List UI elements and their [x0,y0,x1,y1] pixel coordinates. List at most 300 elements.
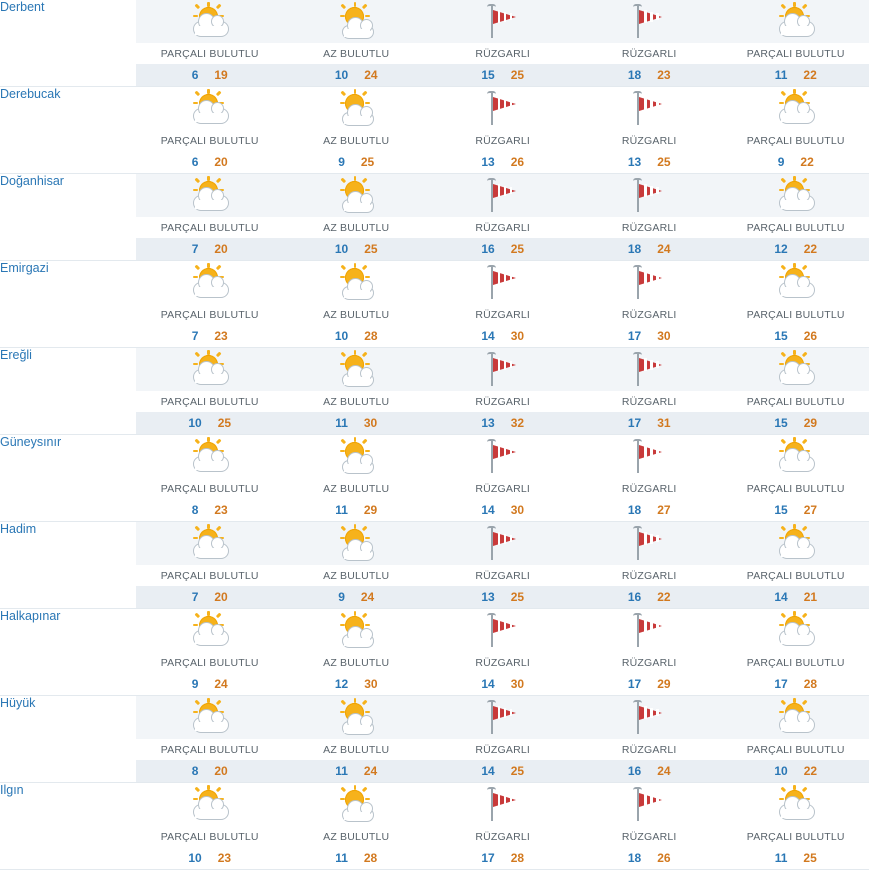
min-temperature: 13 [481,416,495,430]
windsock-icon [626,3,672,41]
min-temperature: 10 [334,242,349,256]
forecast-day-cell [722,0,869,87]
forecast-day-cell [283,174,430,261]
windsock-icon [480,786,526,824]
sun-small-cloud-icon [333,3,379,41]
temperature-row [576,847,723,869]
temperature-row [722,238,869,260]
temperature-row [136,499,283,521]
min-temperature: 17 [627,416,642,430]
windsock-icon [626,264,672,302]
min-temperature: 17 [627,329,642,343]
min-temperature: 13 [481,590,495,604]
location-label: Hadim [0,522,37,536]
forecast-day-cell [576,261,723,348]
condition-label: PARÇALI BULUTLU [746,395,845,408]
min-temperature: 7 [191,242,199,256]
min-temperature: 8 [191,764,199,778]
weather-icon-container [576,0,723,43]
forecast-day-cell [722,174,869,261]
temperature-row [136,238,283,260]
min-temperature: 14 [481,503,495,517]
weather-icon-container [283,609,430,652]
min-temperature: 16 [627,590,642,604]
temperature-row [283,325,430,347]
condition-label: RÜZGARLI [475,830,531,843]
temperature-row [283,586,430,608]
temperature-row [722,586,869,608]
temperature-row [576,238,723,260]
weather-icon-container [429,261,576,304]
condition-label: PARÇALI BULUTLU [746,134,845,147]
condition-label: RÜZGARLI [621,134,677,147]
location-cell[interactable] [0,609,136,696]
weather-icon-container [136,348,283,391]
min-temperature: 11 [335,851,348,865]
temperature-row [429,760,576,782]
weather-icon-container [576,435,723,478]
min-temperature: 11 [335,764,348,778]
weather-icon-container [576,609,723,652]
weather-icon-container [283,783,430,826]
table-row [0,87,869,174]
forecast-day-cell [283,696,430,783]
condition-label: PARÇALI BULUTLU [160,482,259,495]
condition-label: AZ BULUTLU [323,830,390,843]
max-temperature: 30 [510,503,525,517]
condition-label: PARÇALI BULUTLU [160,134,259,147]
condition-label: AZ BULUTLU [323,656,390,669]
location-cell[interactable] [0,87,136,174]
temperature-row [429,64,576,86]
weather-icon-container [283,522,430,565]
min-temperature: 11 [774,68,788,82]
weather-icon-container [722,696,869,739]
weather-icon-container [429,87,576,130]
sun-behind-cloud-icon [773,786,819,824]
temperature-row [576,760,723,782]
windsock-icon [480,177,526,215]
temperature-row [722,673,869,695]
sun-small-cloud-icon [333,264,379,302]
max-temperature: 20 [214,155,228,169]
max-temperature: 25 [510,242,525,256]
min-temperature: 16 [627,764,642,778]
min-temperature: 18 [627,242,642,256]
forecast-day-cell [283,522,430,609]
temperature-row [576,412,723,434]
weather-icon-container [136,522,283,565]
max-temperature: 32 [510,416,525,430]
max-temperature: 30 [363,416,378,430]
forecast-day-cell [722,783,869,870]
forecast-day-cell [429,0,576,87]
max-temperature: 25 [657,155,671,169]
condition-label: RÜZGARLI [475,569,531,582]
sun-behind-cloud-icon [187,612,233,650]
sun-behind-cloud-icon [773,438,819,476]
min-temperature: 15 [774,416,788,430]
table-row [0,609,869,696]
condition-label: RÜZGARLI [621,395,677,408]
max-temperature: 25 [510,764,525,778]
location-label: Doğanhisar [0,174,64,188]
location-label: Derbent [0,0,45,14]
max-temperature: 27 [657,503,671,517]
forecast-day-cell [722,696,869,783]
temperature-row [429,238,576,260]
condition-label: AZ BULUTLU [323,308,390,321]
location-cell[interactable] [0,261,136,348]
min-temperature: 11 [335,503,348,517]
temperature-row [576,151,723,173]
temperature-row [576,499,723,521]
weather-icon-container [136,0,283,43]
min-temperature: 14 [481,764,495,778]
max-temperature: 27 [803,503,818,517]
forecast-day-cell [136,696,283,783]
condition-label: PARÇALI BULUTLU [746,47,845,60]
forecast-day-cell [576,174,723,261]
sun-small-cloud-icon [333,438,379,476]
weather-icon-container [429,348,576,391]
sun-small-cloud-icon [333,786,379,824]
max-temperature: 30 [510,329,525,343]
forecast-day-cell [136,261,283,348]
max-temperature: 22 [803,242,818,256]
min-temperature: 13 [481,155,495,169]
condition-label: PARÇALI BULUTLU [160,743,259,756]
table-row [0,783,869,870]
condition-label: RÜZGARLI [621,308,677,321]
min-temperature: 18 [627,503,642,517]
max-temperature: 29 [363,503,378,517]
temperature-row [429,847,576,869]
location-label: Derebucak [0,87,61,101]
temperature-row [722,151,869,173]
weather-icon-container [136,435,283,478]
temperature-row [576,586,723,608]
max-temperature: 25 [510,590,525,604]
table-row [0,0,869,87]
min-temperature: 14 [481,329,495,343]
temperature-row [136,151,283,173]
temperature-row [136,325,283,347]
min-temperature: 7 [191,590,199,604]
max-temperature: 22 [657,590,671,604]
sun-behind-cloud-icon [187,525,233,563]
temperature-row [136,586,283,608]
max-temperature: 28 [803,677,818,691]
max-temperature: 23 [657,68,671,82]
forecast-day-cell [576,609,723,696]
max-temperature: 30 [657,329,671,343]
forecast-day-cell [283,435,430,522]
location-cell[interactable] [0,174,136,261]
condition-label: PARÇALI BULUTLU [160,656,259,669]
condition-label: RÜZGARLI [475,134,531,147]
temperature-row [722,325,869,347]
sun-small-cloud-icon [333,525,379,563]
condition-label: RÜZGARLI [475,656,531,669]
min-temperature: 8 [191,503,199,517]
forecast-day-cell [429,522,576,609]
temperature-row [429,412,576,434]
sun-small-cloud-icon [333,612,379,650]
temperature-row [283,151,430,173]
temperature-row [136,64,283,86]
temperature-row [283,673,430,695]
condition-label: AZ BULUTLU [323,395,390,408]
min-temperature: 14 [481,677,495,691]
location-label: Ilgın [0,783,24,797]
windsock-icon [626,351,672,389]
condition-label: RÜZGARLI [475,395,531,408]
table-row [0,435,869,522]
sun-behind-cloud-icon [773,264,819,302]
temperature-row [576,673,723,695]
windsock-icon [480,438,526,476]
weather-icon-container [136,609,283,652]
windsock-icon [480,264,526,302]
weather-icon-container [429,609,576,652]
max-temperature: 30 [510,677,525,691]
windsock-icon [626,177,672,215]
windsock-icon [626,438,672,476]
temperature-row [722,760,869,782]
condition-label: PARÇALI BULUTLU [160,221,259,234]
max-temperature: 30 [364,677,378,691]
forecast-day-cell [576,435,723,522]
max-temperature: 23 [214,503,228,517]
min-temperature: 7 [191,329,199,343]
weather-icon-container [283,261,430,304]
forecast-day-cell [429,435,576,522]
forecast-day-cell [576,0,723,87]
location-label: Hüyük [0,696,36,710]
sun-behind-cloud-icon [187,438,233,476]
max-temperature: 20 [214,590,228,604]
forecast-day-cell [722,522,869,609]
sun-behind-cloud-icon [773,612,819,650]
sun-behind-cloud-icon [187,786,233,824]
forecast-day-cell [722,87,869,174]
temperature-row [283,499,430,521]
forecast-day-cell [722,261,869,348]
forecast-day-cell [136,348,283,435]
weather-icon-container [136,261,283,304]
condition-label: PARÇALI BULUTLU [746,221,845,234]
windsock-icon [480,612,526,650]
forecast-day-cell [136,783,283,870]
condition-label: RÜZGARLI [475,743,531,756]
temperature-row [136,847,283,869]
condition-label: AZ BULUTLU [323,569,390,582]
forecast-day-cell [283,783,430,870]
min-temperature: 9 [338,590,345,604]
max-temperature: 23 [214,329,228,343]
temperature-row [429,673,576,695]
sun-small-cloud-icon [333,90,379,128]
condition-label: PARÇALI BULUTLU [160,830,259,843]
sun-behind-cloud-icon [773,525,819,563]
weather-icon-container [283,87,430,130]
windsock-icon [480,525,526,563]
max-temperature: 24 [657,764,671,778]
windsock-icon [626,612,672,650]
sun-small-cloud-icon [333,351,379,389]
condition-label: AZ BULUTLU [323,482,390,495]
max-temperature: 22 [803,764,818,778]
weather-icon-container [283,435,430,478]
forecast-day-cell [283,87,430,174]
condition-label: RÜZGARLI [621,743,677,756]
weather-icon-container [722,435,869,478]
weather-icon-container [283,174,430,217]
temperature-row [429,325,576,347]
forecast-day-cell [429,87,576,174]
table-row [0,261,869,348]
weather-icon-container [722,261,869,304]
sun-behind-cloud-icon [187,264,233,302]
weather-icon-container [576,174,723,217]
forecast-day-cell [722,348,869,435]
weather-icon-container [576,261,723,304]
location-cell[interactable] [0,696,136,783]
max-temperature: 25 [217,416,232,430]
weather-icon-container [576,783,723,826]
min-temperature: 9 [191,677,199,691]
condition-label: AZ BULUTLU [323,47,390,60]
weather-icon-container [136,696,283,739]
weather-icon-container [283,696,430,739]
forecast-day-cell [722,609,869,696]
forecast-day-cell [576,348,723,435]
sun-behind-cloud-icon [773,699,819,737]
forecast-day-cell [429,696,576,783]
location-cell[interactable] [0,348,136,435]
temperature-row [429,151,576,173]
condition-label: RÜZGARLI [475,47,531,60]
temperature-row [722,847,869,869]
max-temperature: 24 [657,242,671,256]
forecast-day-cell [136,0,283,87]
forecast-day-cell [283,348,430,435]
location-cell[interactable] [0,0,136,87]
weather-icon-container [429,696,576,739]
forecast-day-cell [283,261,430,348]
location-cell[interactable] [0,783,136,870]
min-temperature: 9 [777,155,785,169]
forecast-day-cell [283,0,430,87]
condition-label: RÜZGARLI [475,221,531,234]
max-temperature: 26 [803,329,818,343]
temperature-row [136,412,283,434]
condition-label: PARÇALI BULUTLU [746,569,845,582]
max-temperature: 24 [214,677,228,691]
weather-icon-container [283,0,430,43]
weather-icon-container [722,174,869,217]
min-temperature: 6 [191,155,199,169]
location-cell[interactable] [0,435,136,522]
weather-icon-container [576,87,723,130]
max-temperature: 29 [803,416,818,430]
temperature-row [283,64,430,86]
weather-icon-container [136,783,283,826]
max-temperature: 20 [214,764,228,778]
max-temperature: 24 [364,68,378,82]
condition-label: RÜZGARLI [621,47,677,60]
forecast-day-cell [429,609,576,696]
forecast-day-cell [576,783,723,870]
max-temperature: 23 [217,851,232,865]
min-temperature: 15 [481,68,495,82]
weather-icon-container [429,174,576,217]
location-label: Ereğli [0,348,32,362]
sun-small-cloud-icon [333,699,379,737]
min-temperature: 15 [774,503,788,517]
min-temperature: 6 [191,68,199,82]
weather-icon-container [136,87,283,130]
weather-icon-container [576,348,723,391]
max-temperature: 22 [803,68,817,82]
min-temperature: 18 [627,68,642,82]
sun-behind-cloud-icon [187,177,233,215]
windsock-icon [480,351,526,389]
forecast-day-cell [429,174,576,261]
temperature-row [136,673,283,695]
forecast-day-cell [722,435,869,522]
max-temperature: 28 [510,851,525,865]
location-cell[interactable] [0,522,136,609]
min-temperature: 17 [774,677,788,691]
weather-icon-container [722,0,869,43]
forecast-day-cell [429,783,576,870]
sun-behind-cloud-icon [187,351,233,389]
max-temperature: 25 [364,242,378,256]
windsock-icon [626,786,672,824]
max-temperature: 20 [214,242,228,256]
weather-icon-container [722,609,869,652]
condition-label: PARÇALI BULUTLU [160,569,259,582]
min-temperature: 12 [334,677,349,691]
windsock-icon [480,699,526,737]
location-label: Halkapınar [0,609,61,623]
condition-label: RÜZGARLI [621,221,677,234]
min-temperature: 14 [774,590,788,604]
condition-label: PARÇALI BULUTLU [746,656,845,669]
forecast-day-cell [429,261,576,348]
condition-label: PARÇALI BULUTLU [160,47,259,60]
temperature-row [429,499,576,521]
temperature-row [283,412,430,434]
sun-small-cloud-icon [333,177,379,215]
max-temperature: 22 [800,155,814,169]
condition-label: RÜZGARLI [621,656,677,669]
min-temperature: 10 [188,851,202,865]
forecast-day-cell [576,522,723,609]
min-temperature: 18 [627,851,642,865]
condition-label: PARÇALI BULUTLU [160,395,259,408]
temperature-row [136,760,283,782]
max-temperature: 24 [360,590,375,604]
table-row [0,348,869,435]
max-temperature: 26 [657,851,671,865]
sun-behind-cloud-icon [187,3,233,41]
weather-icon-container [722,348,869,391]
condition-label: PARÇALI BULUTLU [746,482,845,495]
weather-icon-container [722,783,869,826]
